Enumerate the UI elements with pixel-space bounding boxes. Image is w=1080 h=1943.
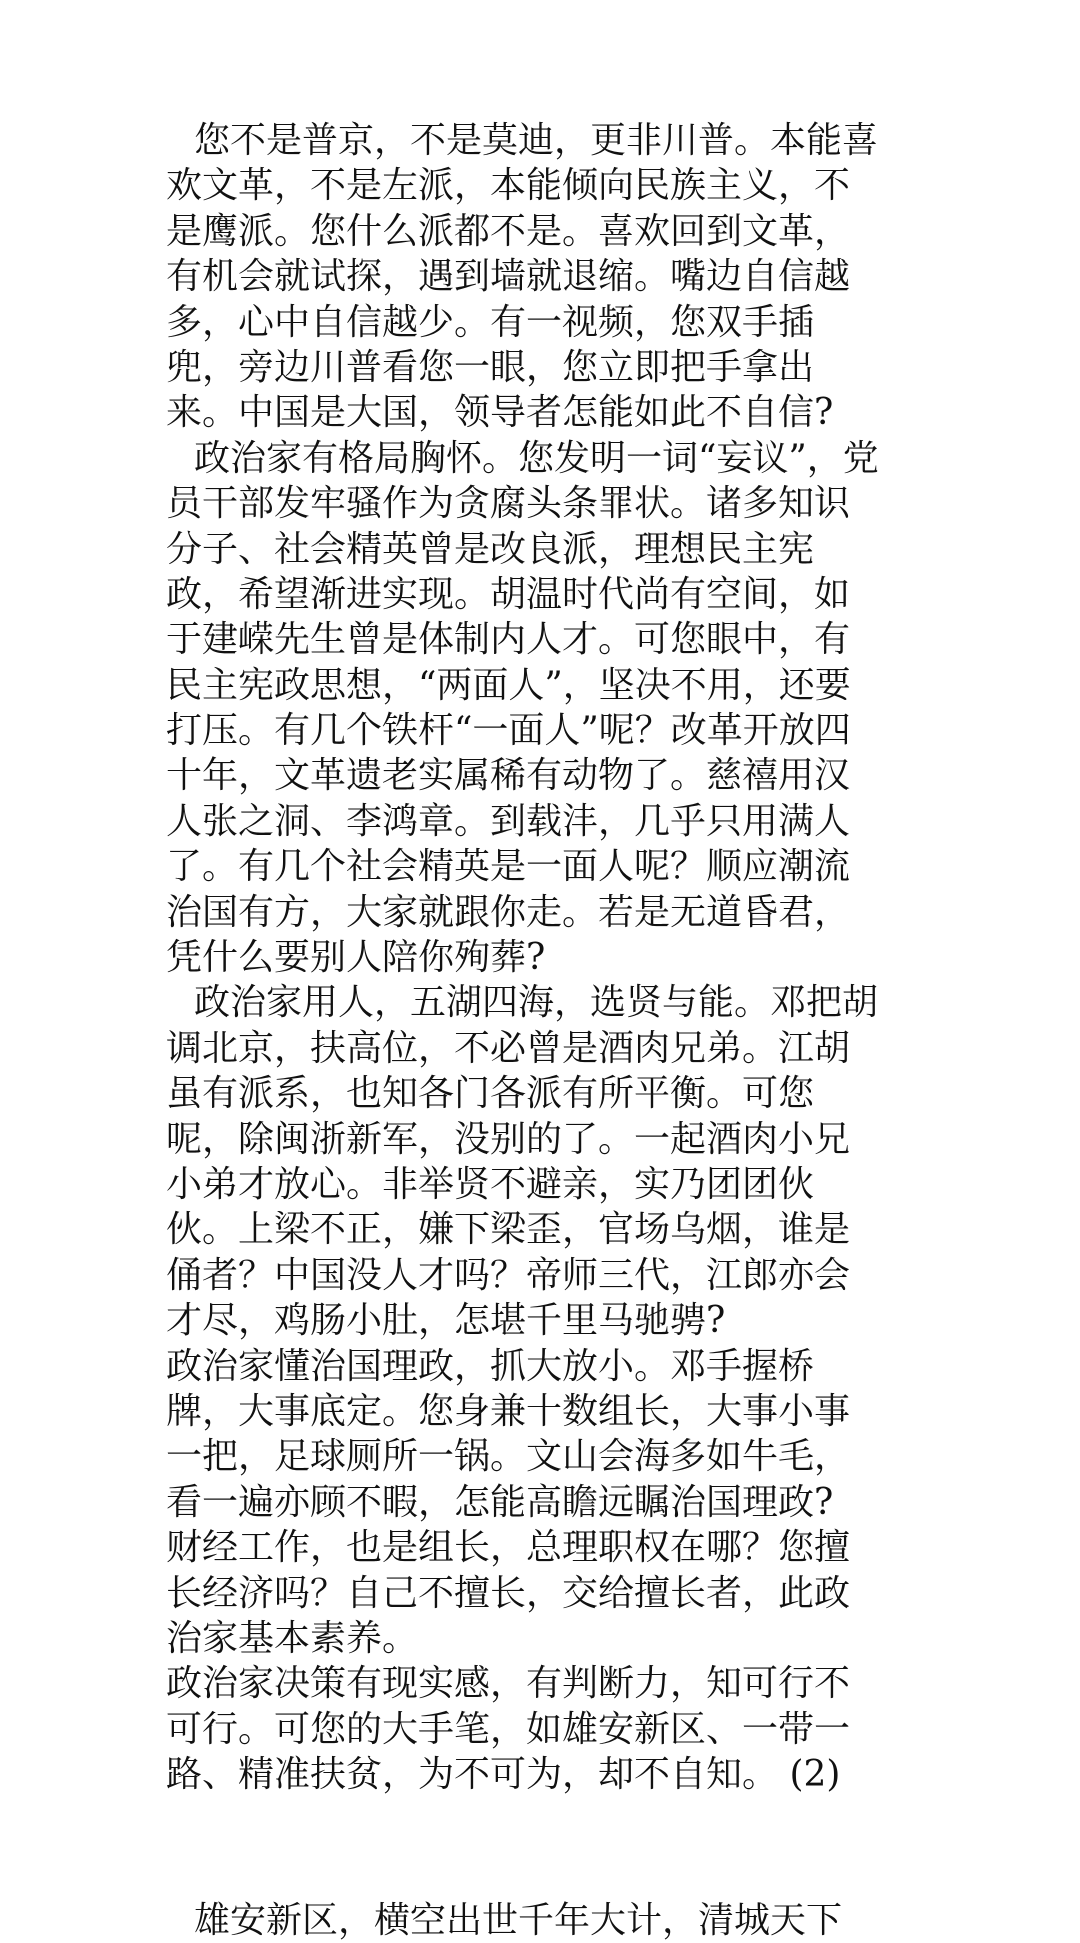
text-line: 调北京，扶高位，不必曾是酒肉兄弟。江胡 xyxy=(166,1027,851,1069)
text-line: 您不是普京，不是莫迪，更非川普。本能喜 xyxy=(194,120,879,161)
text-line: 长经济吗？自己不擅长，交给擅长者，此政 xyxy=(166,1572,851,1614)
text-line: 员干部发牢骚作为贪腐头条罪状。诸多知识 xyxy=(166,483,851,525)
text-line: 呢，除闽浙新军，没别的了。一起酒肉小兄 xyxy=(166,1118,851,1160)
text-line: 多，心中自信越少。有一视频，您双手插 xyxy=(166,301,815,343)
text-line: 政，希望渐进实现。胡温时代尚有空间，如 xyxy=(166,573,851,615)
text-line: 政治家懂治国理政，抓大放小。邓手握桥 xyxy=(166,1345,815,1387)
text-line: 兜，旁边川普看您一眼，您立即把手拿出 xyxy=(166,346,815,388)
text-line: 政治家用人，五湖四海，选贤与能。邓把胡 xyxy=(194,982,879,1024)
text-line: 打压。有几个铁杆“一面人”呢？改革开放四 xyxy=(166,710,851,752)
text-line: 财经工作，也是组长，总理职权在哪？您擅 xyxy=(166,1527,851,1569)
text-line: 一把，足球厕所一锅。文山会海多如牛毛， xyxy=(166,1436,851,1478)
text-line: 凭什么要别人陪你殉葬? xyxy=(166,937,546,979)
text-line: 小弟才放心。非举贤不避亲，实乃团团伙 xyxy=(166,1163,815,1205)
text-line: 可行。可您的大手笔，如雄安新区、一带一 xyxy=(166,1708,851,1750)
text-line: 是鹰派。您什么派都不是。喜欢回到文革， xyxy=(166,210,851,252)
text-line: 虽有派系，也知各门各派有所平衡。可您 xyxy=(166,1073,815,1115)
text-line: 十年，文革遗老实属稀有动物了。慈禧用汉 xyxy=(166,755,851,797)
text-line: 治国有方，大家就跟你走。若是无道昏君， xyxy=(166,891,851,933)
text-line: 了。有几个社会精英是一面人呢？顺应潮流 xyxy=(166,846,851,888)
text-line: 伙。上梁不正，嫌下梁歪，官场乌烟，谁是 xyxy=(166,1209,851,1251)
text-line: 民主宪政思想，“两面人”，坚决不用，还要 xyxy=(166,664,851,706)
text-line: 政治家有格局胸怀。您发明一词“妄议”，党 xyxy=(194,437,879,479)
text-line: 于建嵘先生曾是体制内人才。可您眼中，有 xyxy=(166,619,851,661)
text-line: 看一遍亦顾不暇，怎能高瞻远瞩治国理政? xyxy=(166,1481,834,1523)
text-line: 来。中国是大国，领导者怎能如此不自信? xyxy=(166,392,834,434)
text-line: 政治家决策有现实感，有判断力，知可行不 xyxy=(166,1663,851,1705)
document-body xyxy=(166,118,926,1797)
text-line: 路、精准扶贫，为不可为，却不自知。 (2) xyxy=(166,1754,841,1796)
text-line: 治家基本素养。 xyxy=(166,1617,419,1659)
cut-off-text-line: 雄安新区，横空出世千年大计，清城天下 xyxy=(194,1900,843,1941)
text-line: 俑者？中国没人才吗？帝师三代，江郎亦会 xyxy=(166,1254,851,1296)
text-line: 欢文革，不是左派，本能倾向民族主义，不 xyxy=(166,165,851,207)
text-line: 才尽，鸡肠小肚，怎堪千里马驰骋? xyxy=(166,1300,726,1342)
text-line: 分子、社会精英曾是改良派，理想民主宪 xyxy=(166,528,815,570)
text-line: 人张之洞、李鸿章。到载沣，几乎只用满人 xyxy=(166,800,851,842)
text-line: 牌，大事底定。您身兼十数组长，大事小事 xyxy=(166,1390,851,1432)
text-line: 有机会就试探，遇到墙就退缩。嘴边自信越 xyxy=(166,256,851,298)
